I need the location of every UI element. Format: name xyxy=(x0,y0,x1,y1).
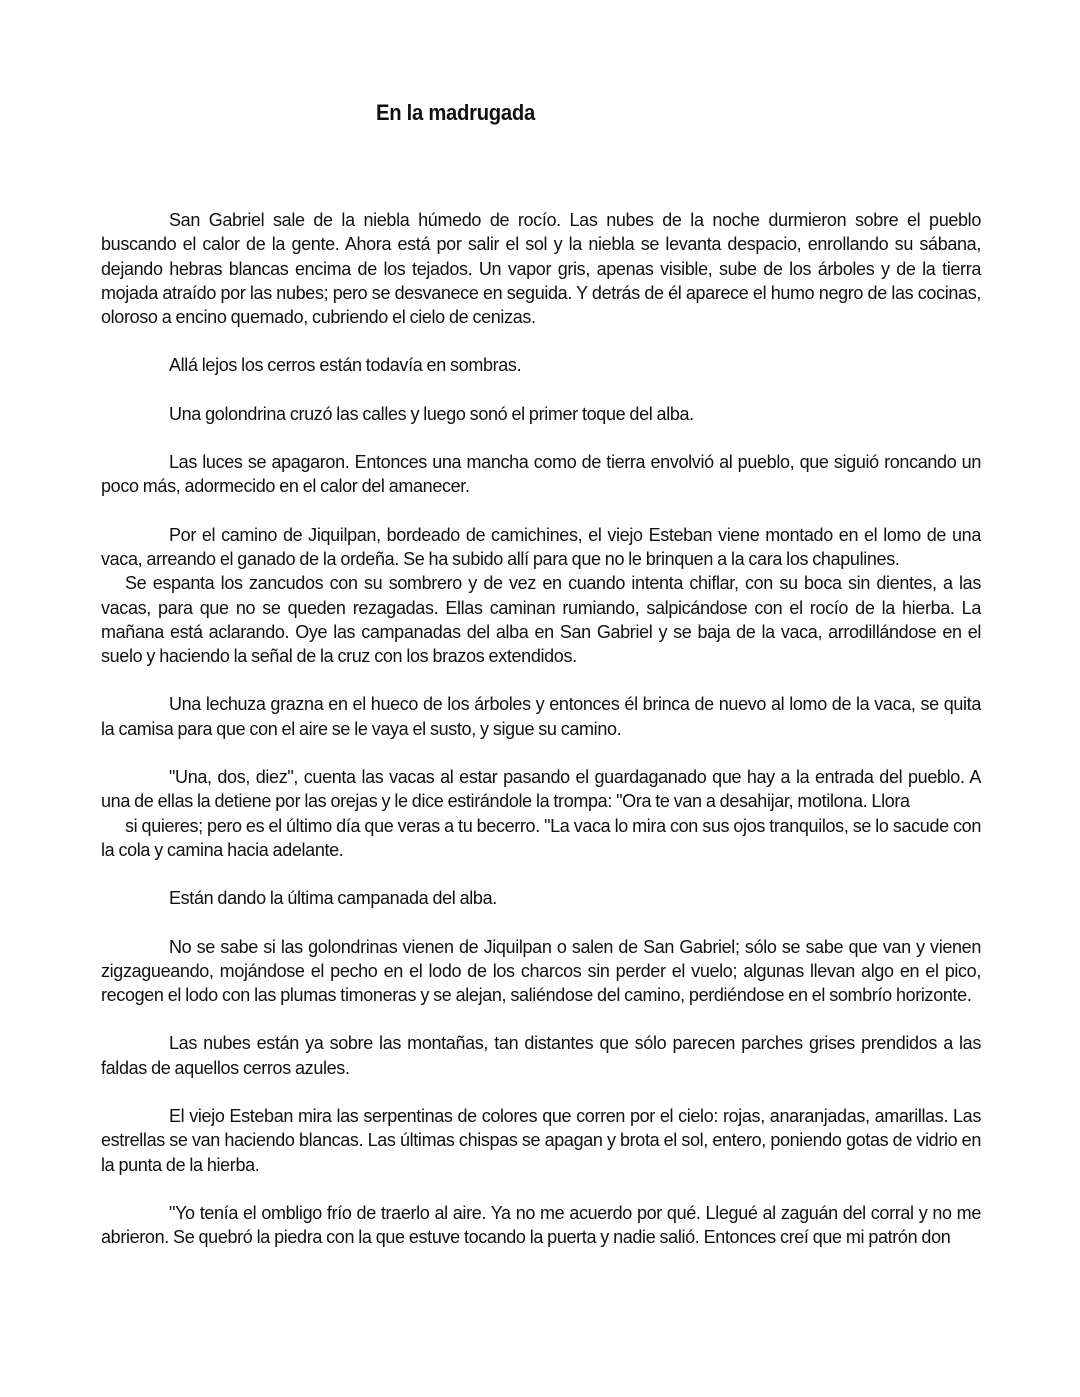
paragraph: Por el camino de Jiquilpan, bordeado de camichines, el viejo Esteban viene montado en el lomo de una vaca, arreando el ganado de la ordeña. Se ha subido allí para que no le brinquen a la cara los chapulines. xyxy=(101,524,981,569)
paragraph: Las luces se apagaron. Entonces una mancha como de tierra envolvió al pueblo, que siguió roncando un poco más, adormecido en el calor del amanecer. xyxy=(101,452,981,497)
paragraph-continuation: Se espanta los zancudos con su sombrero y de vez en cuando intenta chiflar, con su boca sin dientes, a las vacas, para que no se queden rezagadas. Ellas caminan rumiando, salpicándose con el rocío de la hierba. La mañana está aclarando. Oye las campanadas del alba en San Gabriel y se baja de la vaca, arrodillándose en el suelo y haciendo la señal de la cruz con los brazos extendidos. xyxy=(101,573,981,667)
paragraph-continuation: si quieres; pero es el último día que veras a tu becerro. "La vaca lo mira con sus ojos tranquilos, se lo sacude con la cola y camina hacia adelante. xyxy=(101,815,981,860)
page-title: En la madrugada xyxy=(376,100,535,125)
paragraph: Las nubes están ya sobre las montañas, tan distantes que sólo parecen parches grises prendidos a las faldas de aquellos cerros azules. xyxy=(101,1033,981,1078)
paragraph: "Yo tenía el ombligo frío de traerlo al aire. Ya no me acuerdo por qué. Llegué al zaguán del corral y no me abrieron. Se quebró la piedra con la que estuve tocando la puerta y nadie salió. Entonces creí que mi patrón don xyxy=(101,1202,981,1248)
paragraph: Una golondrina cruzó las calles y luego sonó el primer toque del alba. xyxy=(169,403,694,424)
paragraph: "Una, dos, diez", cuenta las vacas al estar pasando el guardaganado que hay a la entrada del pueblo. A una de ellas la detiene por las orejas y le dice estirándole la trompa: "Ora te van a desahijar, motilona. Llora xyxy=(101,767,981,812)
paragraph: No se sabe si las golondrinas vienen de Jiquilpan o salen de San Gabriel; sólo se sabe que van y vienen zigzagueando, mojándose el pecho en el lodo de los charcos sin perder el vuelo; algunas llevan algo en el pico, recogen el lodo con las plumas timoneras y se alejan, saliéndose del camino, perdiéndose en el sombrío horizonte. xyxy=(101,936,981,1006)
paragraph-group xyxy=(101,523,981,669)
paragraph: Allá lejos los cerros están todavía en sombras. xyxy=(169,355,522,376)
story-body xyxy=(101,208,981,1250)
paragraph-group xyxy=(101,765,981,862)
paragraph: San Gabriel sale de la niebla húmedo de rocío. Las nubes de la noche durmieron sobre el pueblo buscando el calor de la gente. Ahora está por salir el sol y la niebla se levanta despacio, enrollando su sábana, dejando hebras blancas encima de los tejados. Un vapor gris, apenas visible, sube de los árboles y de la tierra mojada atraído por las nubes; pero se desvanece en seguida. Y detrás de él aparece el humo negro de las cocinas, oloroso a encino quemado, cubriendo el cielo de cenizas. xyxy=(101,210,981,328)
paragraph: Una lechuza grazna en el hueco de los árboles y entonces él brinca de nuevo al lomo de la vaca, se quita la camisa para que con el aire se le vaya el susto, y sigue su camino. xyxy=(101,694,981,739)
paragraph: El viejo Esteban mira las serpentinas de colores que corren por el cielo: rojas, anaranjadas, amarillas. Las estrellas se van haciendo blancas. Las últimas chispas se apagan y brota el sol, entero, poniendo gotas de vidrio en la punta de la hierba. xyxy=(101,1106,981,1175)
paragraph: Están dando la última campanada del alba. xyxy=(169,888,497,909)
